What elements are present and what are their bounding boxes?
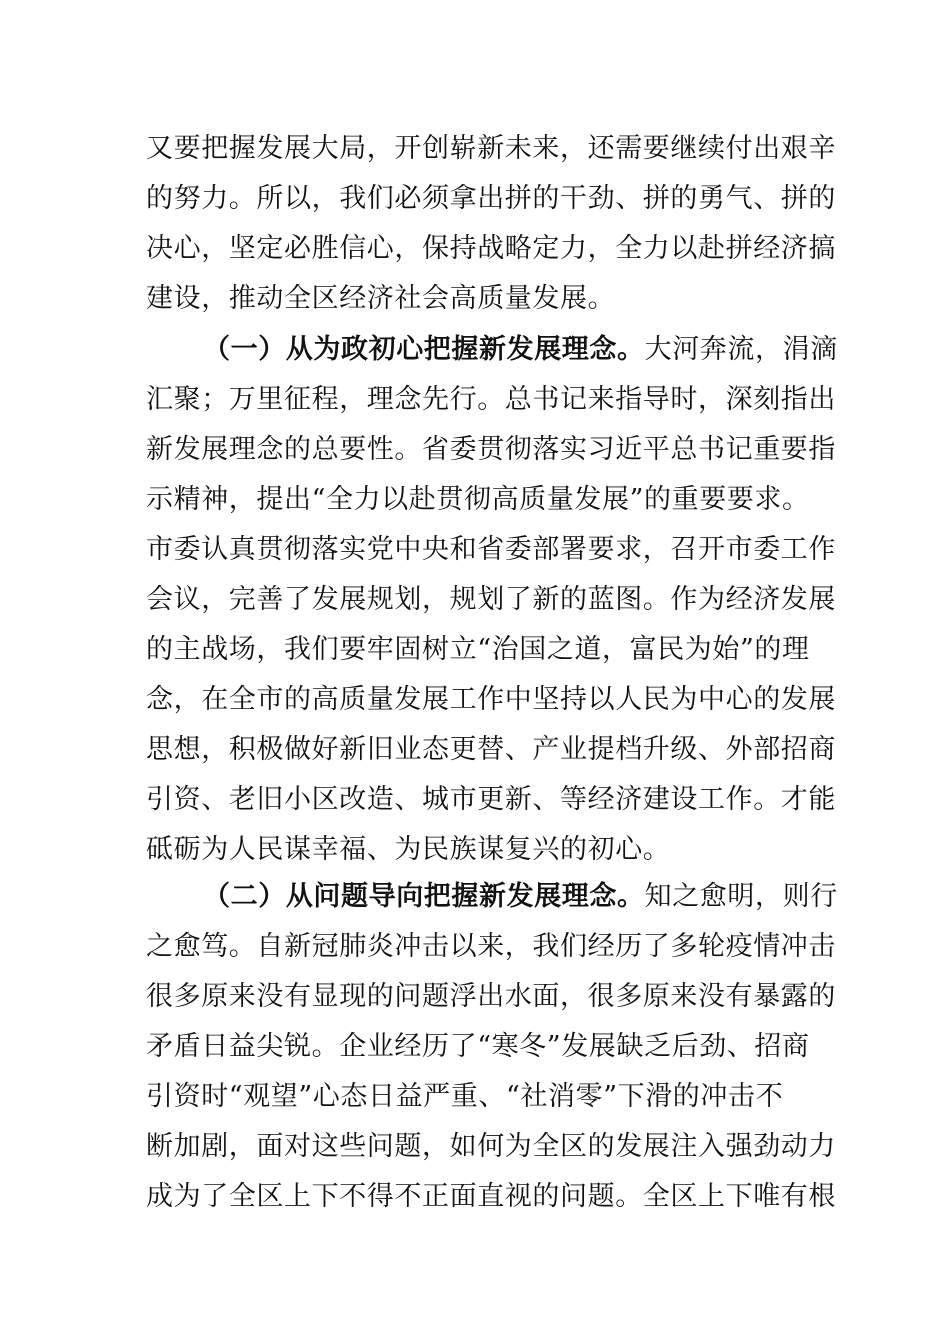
section1-line-8: 念，在全市的高质量发展工作中坚持以人民为中心的发展 <box>146 684 836 715</box>
section1-heading: （一）从为政初心把握新发展理念。 <box>203 334 645 365</box>
section1-line-5: 市委认真贯彻落实党中央和省委部署要求，召开市委工作 <box>146 534 836 565</box>
intro-line-2: 的努力。所以，我们必须拿出拼的干劲、拼的勇气、拼的 <box>146 183 836 214</box>
section1-line-9: 思想，积极做好新旧业态更替、产业提档升级、外部招商 <box>146 734 836 765</box>
section1-line-11: 砥砺为人民谋幸福、为民族谋复兴的初心。 <box>146 834 671 865</box>
section1-line-10: 引资、老旧小区改造、城市更新、等经济建设工作。才能 <box>146 784 836 815</box>
section2-first-line <box>203 872 838 922</box>
section1-line-2: 汇聚；万里征程，理念先行。总书记来指导时，深刻指出 <box>146 384 836 415</box>
section2-line-7: 成为了全区上下不得不正面直视的问题。全区上下唯有根 <box>146 1181 836 1212</box>
section1-first-line <box>203 325 838 375</box>
section2-line-5: 引资时“观望”心态日益严重、“社消零”下滑的冲击不 <box>146 1081 784 1112</box>
section2-line-2: 之愈笃。自新冠肺炎冲击以来，我们经历了多轮疫情冲击 <box>146 931 836 962</box>
section2-line-3: 很多原来没有显现的问题浮出水面，很多原来没有暴露的 <box>146 981 836 1012</box>
section1-first-line-text: 大河奔流，涓滴 <box>644 334 838 365</box>
intro-line-4: 建设，推动全区经济社会高质量发展。 <box>146 283 616 314</box>
section1-line-7: 的主战场，我们要牢固树立“治国之道，富民为始”的理 <box>146 634 810 665</box>
section1-line-3: 新发展理念的总要性。省委贯彻落实习近平总书记重要指 <box>146 434 836 465</box>
section1-line-6: 会议，完善了发展规划，规划了新的蓝图。作为经济发展 <box>146 584 836 615</box>
section2-line-6: 断加剧，面对这些问题，如何为全区的发展注入强劲动力 <box>146 1131 836 1162</box>
intro-line-1: 又要把握发展大局，开创崭新未来，还需要继续付出艰辛 <box>146 133 836 164</box>
intro-line-3: 决心，坚定必胜信心，保持战略定力，全力以赴拼经济搞 <box>146 233 836 264</box>
section2-heading: （二）从问题导向把握新发展理念。 <box>203 881 645 912</box>
section2-line-4: 矛盾日益尖锐。企业经历了“寒冬”发展缺乏后劲、招商 <box>146 1031 810 1062</box>
section1-line-4: 示精神，提出“全力以赴贯彻高质量发展”的重要要求。 <box>146 484 810 515</box>
section2-first-line-text: 知之愈明，则行 <box>644 881 838 912</box>
